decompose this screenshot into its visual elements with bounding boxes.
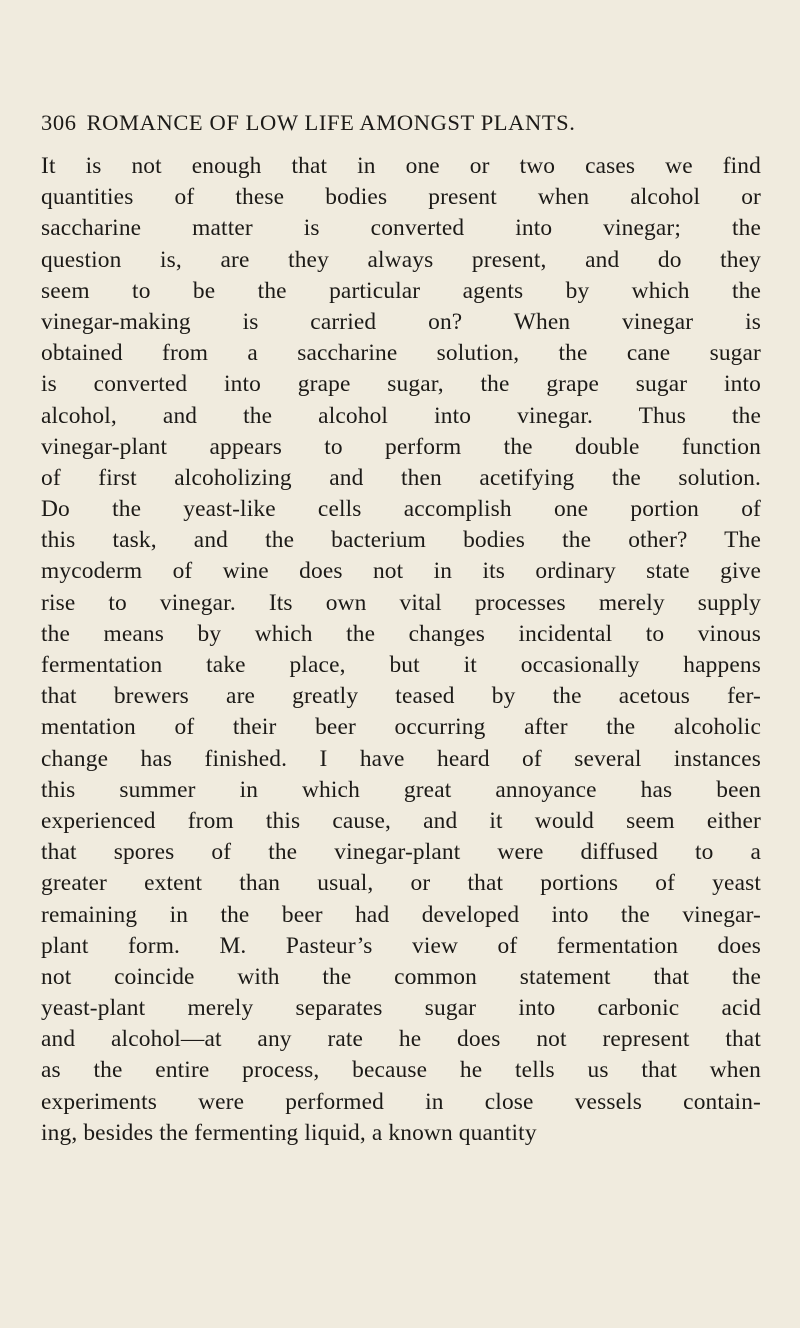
text-line: mentation of their beer occurring after the alcoholic (41, 714, 761, 741)
text-line: this summer in which great annoyance has been (41, 776, 761, 803)
text-line: experiments were performed in close vessels contain- (41, 1088, 761, 1115)
text-line: quantities of these bodies present when alcohol or (41, 184, 761, 211)
text-line: as the entire process, because he tells us that when (41, 1057, 761, 1084)
text-line: change has finished. I have heard of several instances (41, 745, 761, 772)
text-line: fermentation take place, but it occasionally happens (41, 652, 761, 678)
text-line: seem to be the particular agents by which the (41, 277, 761, 304)
text-line: yeast-plant merely separates sugar into carbonic acid (41, 995, 761, 1022)
text-line: alcohol, and the alcohol into vinegar. Thus the (41, 402, 761, 429)
text-line: question is, are they always present, and do they (41, 246, 761, 273)
text-line: mycoderm of wine does not in its ordinary state give (41, 558, 761, 585)
text-line: is converted into grape sugar, the grape sugar into (41, 371, 761, 398)
text-line: greater extent than usual, or that portions of yeast (41, 870, 761, 897)
text-line: ing, besides the fermenting liquid, a known quantity (41, 1119, 537, 1146)
running-head (41, 108, 761, 138)
text-line: obtained from a saccharine solution, the cane sugar (41, 340, 761, 367)
body-text (41, 151, 761, 1149)
text-line: and alcohol—at any rate he does not represent that (41, 1026, 761, 1053)
text-line: Do the yeast-like cells accomplish one portion of (41, 496, 761, 523)
text-line: vinegar-making is carried on? When vinegar is (41, 308, 761, 335)
text-line: of first alcoholizing and then acetifying the solution. (41, 464, 761, 491)
text-line: vinegar-plant appears to perform the double function (41, 433, 761, 460)
text-line: experienced from this cause, and it would seem either (41, 807, 761, 834)
text-line: It is not enough that in one or two cases we find (41, 153, 761, 179)
text-line: that spores of the vinegar-plant were diffused to a (41, 839, 761, 866)
text-line: plant form. M. Pasteur’s view of fermentation does (41, 932, 761, 959)
text-line: saccharine matter is converted into vinegar; the (41, 215, 761, 242)
text-line: this task, and the bacterium bodies the other? The (41, 527, 761, 554)
text-line: that brewers are greatly teased by the acetous fer- (41, 683, 761, 710)
text-line: remaining in the beer had developed into the vinegar- (41, 901, 761, 928)
text-line: rise to vinegar. Its own vital processes merely supply (41, 589, 761, 616)
running-title: ROMANCE OF LOW LIFE AMONGST PLANTS. (86, 110, 576, 135)
text-line: the means by which the changes incidental to vinous (41, 620, 761, 647)
text-line: not coincide with the common statement that the (41, 963, 761, 990)
page-number: 306 (41, 110, 77, 135)
